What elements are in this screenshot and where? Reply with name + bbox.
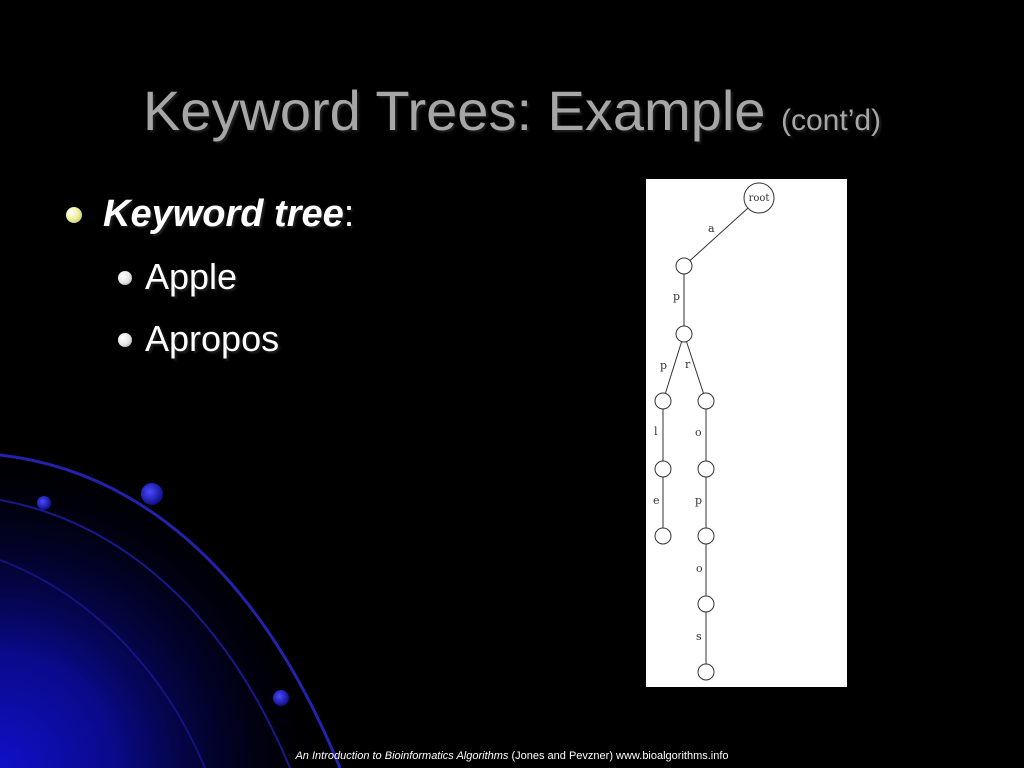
tree-edge-root-n_a bbox=[690, 208, 748, 261]
footer bbox=[0, 749, 1024, 763]
tree-node bbox=[655, 393, 671, 409]
tree-edge-label: a bbox=[708, 222, 715, 235]
sub-bullet-dot-icon bbox=[118, 271, 132, 285]
tree-root-label: root bbox=[748, 193, 770, 204]
bullet-main-text: Keyword tree bbox=[103, 193, 344, 235]
slide-title bbox=[0, 78, 1024, 154]
tree-node bbox=[698, 596, 714, 612]
tree-edge-label: o bbox=[695, 426, 702, 439]
title-suffix: (cont’d) bbox=[781, 104, 882, 137]
tree-node bbox=[698, 528, 714, 544]
bullet-dot-icon bbox=[66, 207, 82, 223]
tree-node bbox=[698, 664, 714, 680]
sub-bullet-dot-icon bbox=[118, 333, 132, 347]
tree-svg bbox=[646, 179, 847, 687]
tree-edge-label: r bbox=[685, 358, 691, 371]
tree-edge-label: p bbox=[660, 359, 668, 372]
tree-node bbox=[655, 461, 671, 477]
title-main: Keyword Trees: Example bbox=[142, 79, 766, 142]
keyword-tree-diagram bbox=[646, 179, 847, 687]
tree-edge-label: o bbox=[696, 562, 703, 575]
tree-node bbox=[655, 528, 671, 544]
sub-bullet-text: Apple bbox=[145, 256, 238, 297]
bullet-colon: : bbox=[343, 193, 355, 235]
tree-edge-label: s bbox=[696, 630, 702, 643]
footer-credits: (Jones and Pevzner) www.bioalgorithms.info bbox=[508, 750, 729, 762]
tree-edge-n_ap-n_app bbox=[665, 342, 681, 394]
tree-node bbox=[698, 393, 714, 409]
tree-edge-label: l bbox=[654, 425, 658, 438]
footer-book-title: An Introduction to Bioinformatics Algorithms bbox=[295, 750, 509, 762]
tree-node bbox=[698, 461, 714, 477]
sub-bullet-text: Apropos bbox=[145, 318, 280, 359]
tree-node bbox=[676, 326, 692, 342]
tree-edge-label: p bbox=[673, 290, 681, 303]
tree-edge-label: p bbox=[695, 494, 703, 507]
tree-edge-label: e bbox=[653, 494, 660, 507]
tree-node bbox=[676, 258, 692, 274]
